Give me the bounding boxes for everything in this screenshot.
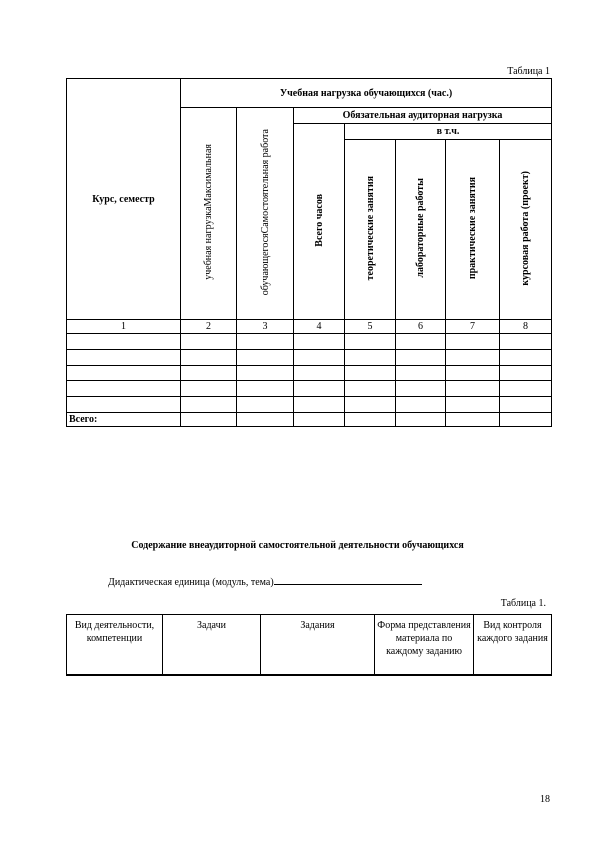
column-number-row — [67, 320, 552, 334]
header-coursework: курсовая работа (проект) — [500, 140, 552, 320]
table-row — [67, 381, 552, 397]
header-self-work: обучающегосяСамостоятельная работа — [237, 108, 294, 320]
header-activity: Вид деятельности, компетенции — [67, 615, 163, 676]
table2-caption: Таблица 1. — [500, 598, 546, 609]
header-assignments: Задания — [261, 615, 375, 676]
header-tasks: Задачи — [163, 615, 261, 676]
header-mandatory-load: Обязательная аудиторная нагрузка — [294, 108, 552, 124]
header-study-load: Учебная нагрузка обучающихся (час.) — [181, 79, 552, 108]
header-course-semester: Курс, семестр — [67, 79, 181, 320]
header-control-type: Вид контроля каждого задания — [474, 615, 552, 676]
table-row — [67, 397, 552, 413]
table-row — [67, 349, 552, 365]
didactic-unit-label: Дидактическая единица (модуль, тема) — [108, 577, 274, 588]
col-number: 8 — [500, 320, 552, 334]
header-practice: практические занятия — [446, 140, 500, 320]
header-theory: теоретические занятия — [345, 140, 396, 320]
col-number: 3 — [237, 320, 294, 334]
header-including: в т.ч. — [345, 124, 552, 140]
header-total-hours: Всего часов — [294, 124, 345, 320]
table-row — [67, 365, 552, 381]
table1-caption: Таблица 1 — [507, 66, 550, 77]
self-work-table — [66, 614, 552, 676]
col-number: 5 — [345, 320, 396, 334]
table-row — [67, 334, 552, 350]
header-max-load: учебная нагрузкаМаксимальная — [181, 108, 237, 320]
header-presentation-form: Форма представления материала по каждому заданию — [375, 615, 474, 676]
header-lab: лабораторные работы — [396, 140, 446, 320]
section-heading: Содержание внеаудиторной самостоятельной деятельности обучающихся — [131, 540, 464, 551]
col-number: 1 — [67, 320, 181, 334]
didactic-unit-line — [108, 574, 422, 588]
col-number: 7 — [446, 320, 500, 334]
page-number: 18 — [540, 794, 550, 805]
col-number: 4 — [294, 320, 345, 334]
col-number: 6 — [396, 320, 446, 334]
col-number: 2 — [181, 320, 237, 334]
fill-in-line — [274, 574, 422, 585]
total-row — [67, 413, 552, 427]
total-label: Всего: — [67, 413, 181, 427]
study-load-table — [66, 78, 552, 427]
